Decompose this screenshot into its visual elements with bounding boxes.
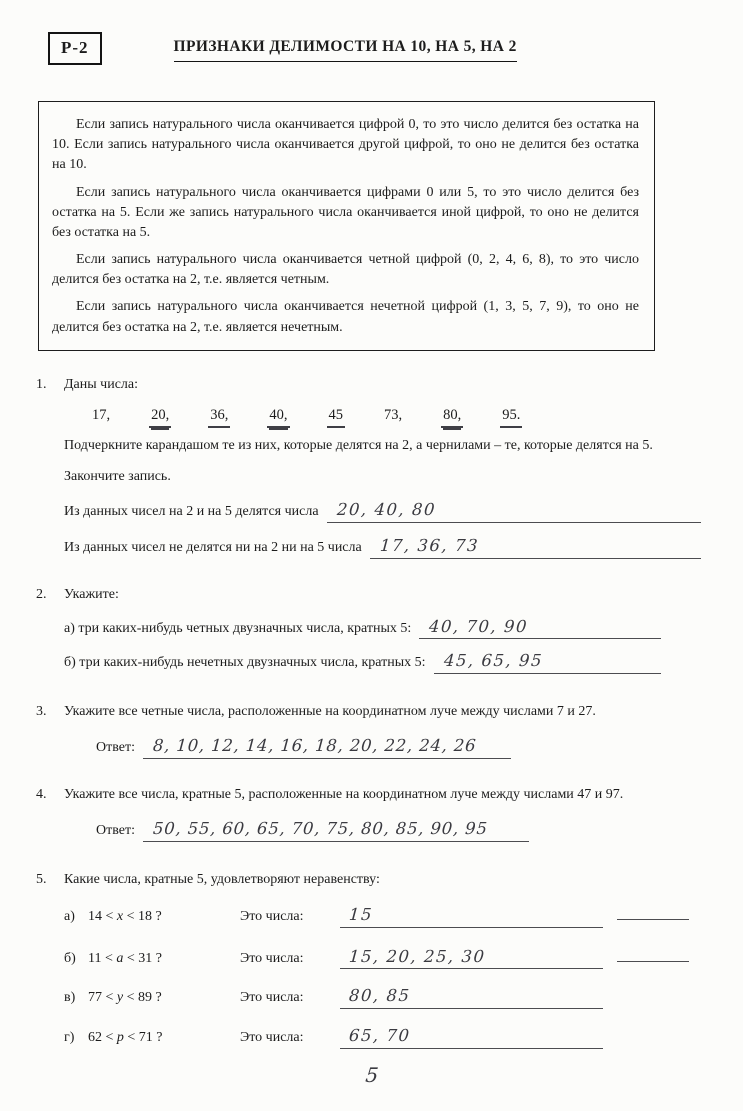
exercise-4 xyxy=(36,785,701,842)
answer-line xyxy=(340,945,603,970)
exercise-1 xyxy=(36,375,701,559)
answer-prompt: Это числа: xyxy=(240,908,304,924)
handwritten-answer: 20, 40, 80 xyxy=(335,499,437,519)
answer-label: Из данных чисел не делятся ни на 2 ни на 5 числа xyxy=(64,539,362,555)
rules-box xyxy=(38,101,655,351)
answer-row-not-div xyxy=(64,534,701,559)
answer-line xyxy=(434,649,661,674)
exercise-2 xyxy=(36,585,701,675)
row-label: б) xyxy=(64,950,76,966)
worksheet-code-box xyxy=(48,32,102,65)
answer-line xyxy=(340,903,603,928)
rule-paragraph: Если запись натурального числа оканчивается нечетной цифрой (1, 3, 5, 7, 9), то оно не делится без остатка на 2, т.е. является нечетным. xyxy=(52,299,639,335)
inequality-left: 14 < xyxy=(88,908,117,924)
given-number: 17, xyxy=(92,406,111,423)
finish-label: Закончите запись. xyxy=(64,469,171,485)
inequality-right: < 18 ? xyxy=(123,908,162,924)
inequality-right: < 89 ? xyxy=(123,990,162,1006)
handwritten-answer: 15 xyxy=(348,904,374,924)
inequality-variable: y xyxy=(116,990,124,1006)
rule-paragraph: Если запись натурального числа оканчивается цифрой 0, то это число делится без остатка на 10. Если запись натурального числа оканчивается другой цифрой, то оно не делится без остатка на 10. xyxy=(52,117,639,173)
answer-row xyxy=(96,817,701,842)
given-number: 20, xyxy=(149,405,171,429)
exercise-number: 5. xyxy=(36,871,47,887)
inequality-right: < 71 ? xyxy=(123,1030,163,1046)
inequality-row-v xyxy=(64,984,701,1009)
given-number: 40, xyxy=(267,405,289,429)
inequality-left: 77 < xyxy=(88,990,117,1006)
inequality-row-g xyxy=(64,1024,701,1049)
exercise-text: Укажите все числа, кратные 5, расположенные на координатном луче между числами 47 и 97. xyxy=(64,787,624,803)
answer-line xyxy=(143,817,529,842)
answer-label: Из данных чисел на 2 и на 5 делятся числа xyxy=(64,503,319,519)
answer-prompt: Это числа: xyxy=(240,950,304,966)
sub-item-label: б) три каких-нибудь нечетных двузначных числа, кратных 5: xyxy=(64,655,426,671)
handwritten-answer: 40, 70, 90 xyxy=(428,616,529,636)
exercise-text: Укажите все четные числа, расположенные на координатном луче между числами 7 и 27. xyxy=(64,704,596,720)
exercise-intro: Даны числа: xyxy=(64,376,138,392)
inequality-variable: x xyxy=(116,908,124,924)
exercise-intro: Какие числа, кратные 5, удовлетворяют неравенству: xyxy=(64,871,380,887)
handwritten-answer: 17, 36, 73 xyxy=(379,535,480,555)
inequality-variable: a xyxy=(116,950,124,966)
exercise-3 xyxy=(36,702,701,759)
exercise-instruction: Подчеркните карандашом те из них, которые делятся на 2, а чернилами – те, которые делятся на 5. xyxy=(64,438,653,454)
answer-line xyxy=(143,734,511,759)
extra-answer-line xyxy=(617,901,689,920)
inequality xyxy=(88,907,240,927)
exercise-number: 2. xyxy=(36,586,47,602)
answer-row-div-by-2-and-5 xyxy=(64,498,701,523)
exercise-number: 1. xyxy=(36,376,47,392)
handwritten-answer: 45, 65, 95 xyxy=(442,651,544,671)
worksheet-code-label: Р-2 xyxy=(61,38,89,57)
answer-prompt: Это числа: xyxy=(240,1030,304,1046)
answer-label: Ответ: xyxy=(96,822,135,838)
handwritten-answer: 15, 20, 25, 30 xyxy=(348,946,487,966)
sub-item-a xyxy=(64,615,661,640)
exercise-number: 3. xyxy=(36,704,47,720)
row-label: в) xyxy=(64,990,76,1006)
answer-prompt: Это числа: xyxy=(240,990,304,1006)
answer-line xyxy=(327,498,701,523)
inequality-row-a xyxy=(64,901,701,928)
given-number: 36, xyxy=(208,405,230,429)
answer-line xyxy=(419,615,661,640)
given-number: 95. xyxy=(500,405,522,429)
inequality-right: < 31 ? xyxy=(123,950,162,966)
given-numbers-row xyxy=(90,405,701,429)
inequality-left: 11 < xyxy=(88,950,117,966)
handwritten-answer: 65, 70 xyxy=(348,1026,412,1046)
answer-row xyxy=(96,734,701,759)
answer-line xyxy=(370,534,701,559)
inequality xyxy=(88,1028,240,1048)
inequality xyxy=(88,949,240,969)
page-title: ПРИЗНАКИ ДЕЛИМОСТИ НА 10, НА 5, НА 2 xyxy=(174,36,517,62)
inequality-variable: p xyxy=(116,1030,124,1046)
given-number: 80, xyxy=(441,405,463,429)
row-label: а) xyxy=(64,908,75,924)
exercise-intro: Укажите: xyxy=(64,586,119,602)
extra-answer-line xyxy=(617,943,689,962)
header xyxy=(48,32,701,65)
answer-label: Ответ: xyxy=(96,740,135,756)
handwritten-answer: 50, 55, 60, 65, 70, 75, 80, 85, 90, 95 xyxy=(152,818,489,838)
sub-item-label: а) три каких-нибудь четных двузначных числа, кратных 5: xyxy=(64,620,412,636)
answer-line xyxy=(340,984,603,1009)
sub-item-b xyxy=(64,649,661,674)
inequality xyxy=(88,988,240,1008)
page-number: 5 xyxy=(363,1062,380,1087)
exercise-number: 4. xyxy=(36,787,47,803)
answer-line xyxy=(340,1024,603,1049)
inequality-row-b xyxy=(64,943,701,970)
given-number: 45 xyxy=(327,405,346,429)
exercise-5 xyxy=(36,870,701,1049)
given-number: 73, xyxy=(384,406,403,423)
row-label: г) xyxy=(64,1030,75,1046)
handwritten-answer: 8, 10, 12, 14, 16, 18, 20, 22, 24, 26 xyxy=(152,736,478,756)
rule-paragraph: Если запись натурального числа оканчивается четной цифрой (0, 2, 4, 6, 8), то это число делится без остатка на 2, т.е. является четным. xyxy=(52,252,639,288)
handwritten-answer: 80, 85 xyxy=(348,986,412,1006)
inequality-left: 62 < xyxy=(88,1030,117,1046)
rule-paragraph: Если запись натурального числа оканчивается цифрами 0 или 5, то это число делится без остатка на 5. Если же запись натурального числа оканчивается иной цифрой, то оно не делится без остатка на 5. xyxy=(52,184,639,240)
